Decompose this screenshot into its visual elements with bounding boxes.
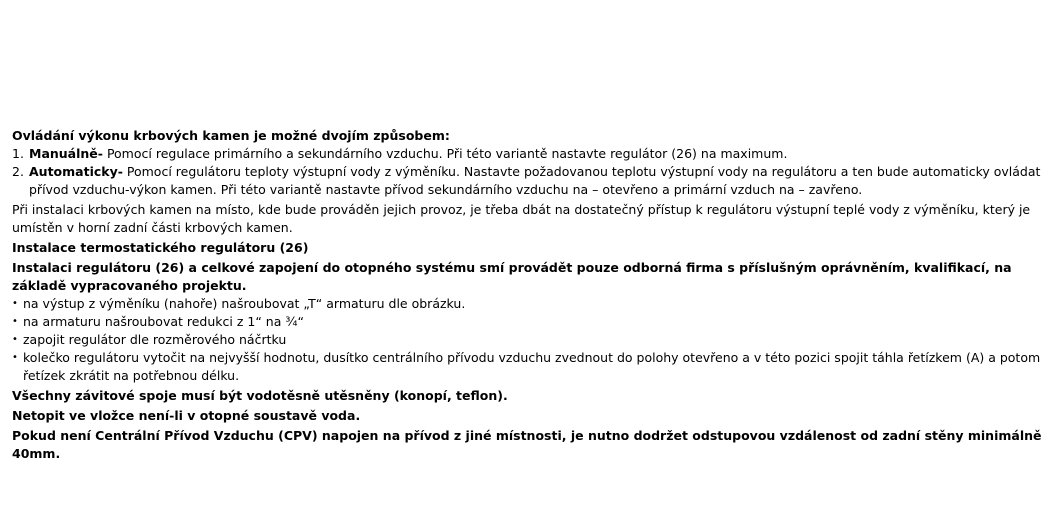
step-text: kolečko regulátoru vytočit na nejvyšší hodnotu, dusítko centrálního přívodu vzduchu zvednout do polohy otevřeno a v této pozici spojit táhla řetízkem (A) a potom řetízek zkrátit na potřebnou délku. bbox=[23, 350, 1041, 383]
mode-title: Automaticky- bbox=[29, 164, 123, 179]
section-title: Instalace termostatického regulátoru (26) bbox=[12, 240, 309, 255]
section-warning: Instalaci regulátoru (26) a celkové zapojení do otopného systému smí provádět pouze odborná firma s příslušným oprávněním, kvalifikací, na základě vypracovaného projektu. bbox=[12, 260, 1012, 293]
note-cpv-distance: Pokud není Centrální Přívod Vzduchu (CPV) napojen na přívod z jiné místnosti, je nutno dodržet odstupovou vzdálenost od zadní stěny minimálně 40mm. bbox=[12, 428, 1042, 461]
control-mode-item bbox=[12, 145, 1052, 163]
list-item bbox=[12, 349, 1052, 385]
mode-title: Manuálně- bbox=[29, 146, 103, 161]
bullet-icon: • bbox=[12, 316, 18, 327]
bullet-icon: • bbox=[12, 298, 18, 309]
note-sealing: Všechny závitové spoje musí být vodotěsně utěsněny (konopí, teflon). bbox=[12, 388, 508, 403]
installation-steps-list bbox=[12, 295, 1052, 385]
list-number: 1. bbox=[12, 146, 24, 161]
step-text: na výstup z výměníku (nahoře) našroubovat „T“ armaturu dle obrázku. bbox=[23, 296, 466, 311]
list-item bbox=[12, 295, 1052, 313]
document-body bbox=[12, 125, 1052, 463]
step-text: na armaturu našroubovat redukci z 1“ na ¾“ bbox=[23, 314, 304, 329]
bullet-icon: • bbox=[12, 352, 18, 363]
bullet-icon: • bbox=[12, 334, 18, 345]
control-modes-list bbox=[12, 145, 1052, 199]
list-item bbox=[12, 313, 1052, 331]
control-mode-item bbox=[12, 163, 1052, 199]
mode-description: Pomocí regulátoru teploty výstupní vody z výměníku. Nastavte požadovanou teplotu výstupní vody na regulátoru a ten bude automaticky ovládat přívod vzduchu-výkon kamen. Při této variantě nastavte přívod sekundárního vzduchu na – otevřeno a primární vzduch na – zavřeno. bbox=[29, 164, 1041, 197]
install-note: Při instalaci krbových kamen na místo, kde bude prováděn jejich provoz, je třeba dbát na dostatečný přístup k regulátoru výstupní teplé vody z výměníku, který je umístěn v horní zadní části krbových kamen. bbox=[12, 202, 1031, 235]
list-number: 2. bbox=[12, 164, 24, 179]
intro-heading: Ovládání výkonu krbových kamen je možné dvojím způsobem: bbox=[12, 128, 450, 143]
note-water: Netopit ve vložce není-li v otopné soustavě voda. bbox=[12, 408, 361, 423]
mode-description: Pomocí regulace primárního a sekundárního vzduchu. Při této variantě nastavte regulátor (26) na maximum. bbox=[102, 146, 788, 161]
step-text: zapojit regulátor dle rozměrového náčrtku bbox=[23, 332, 287, 347]
list-item bbox=[12, 331, 1052, 349]
